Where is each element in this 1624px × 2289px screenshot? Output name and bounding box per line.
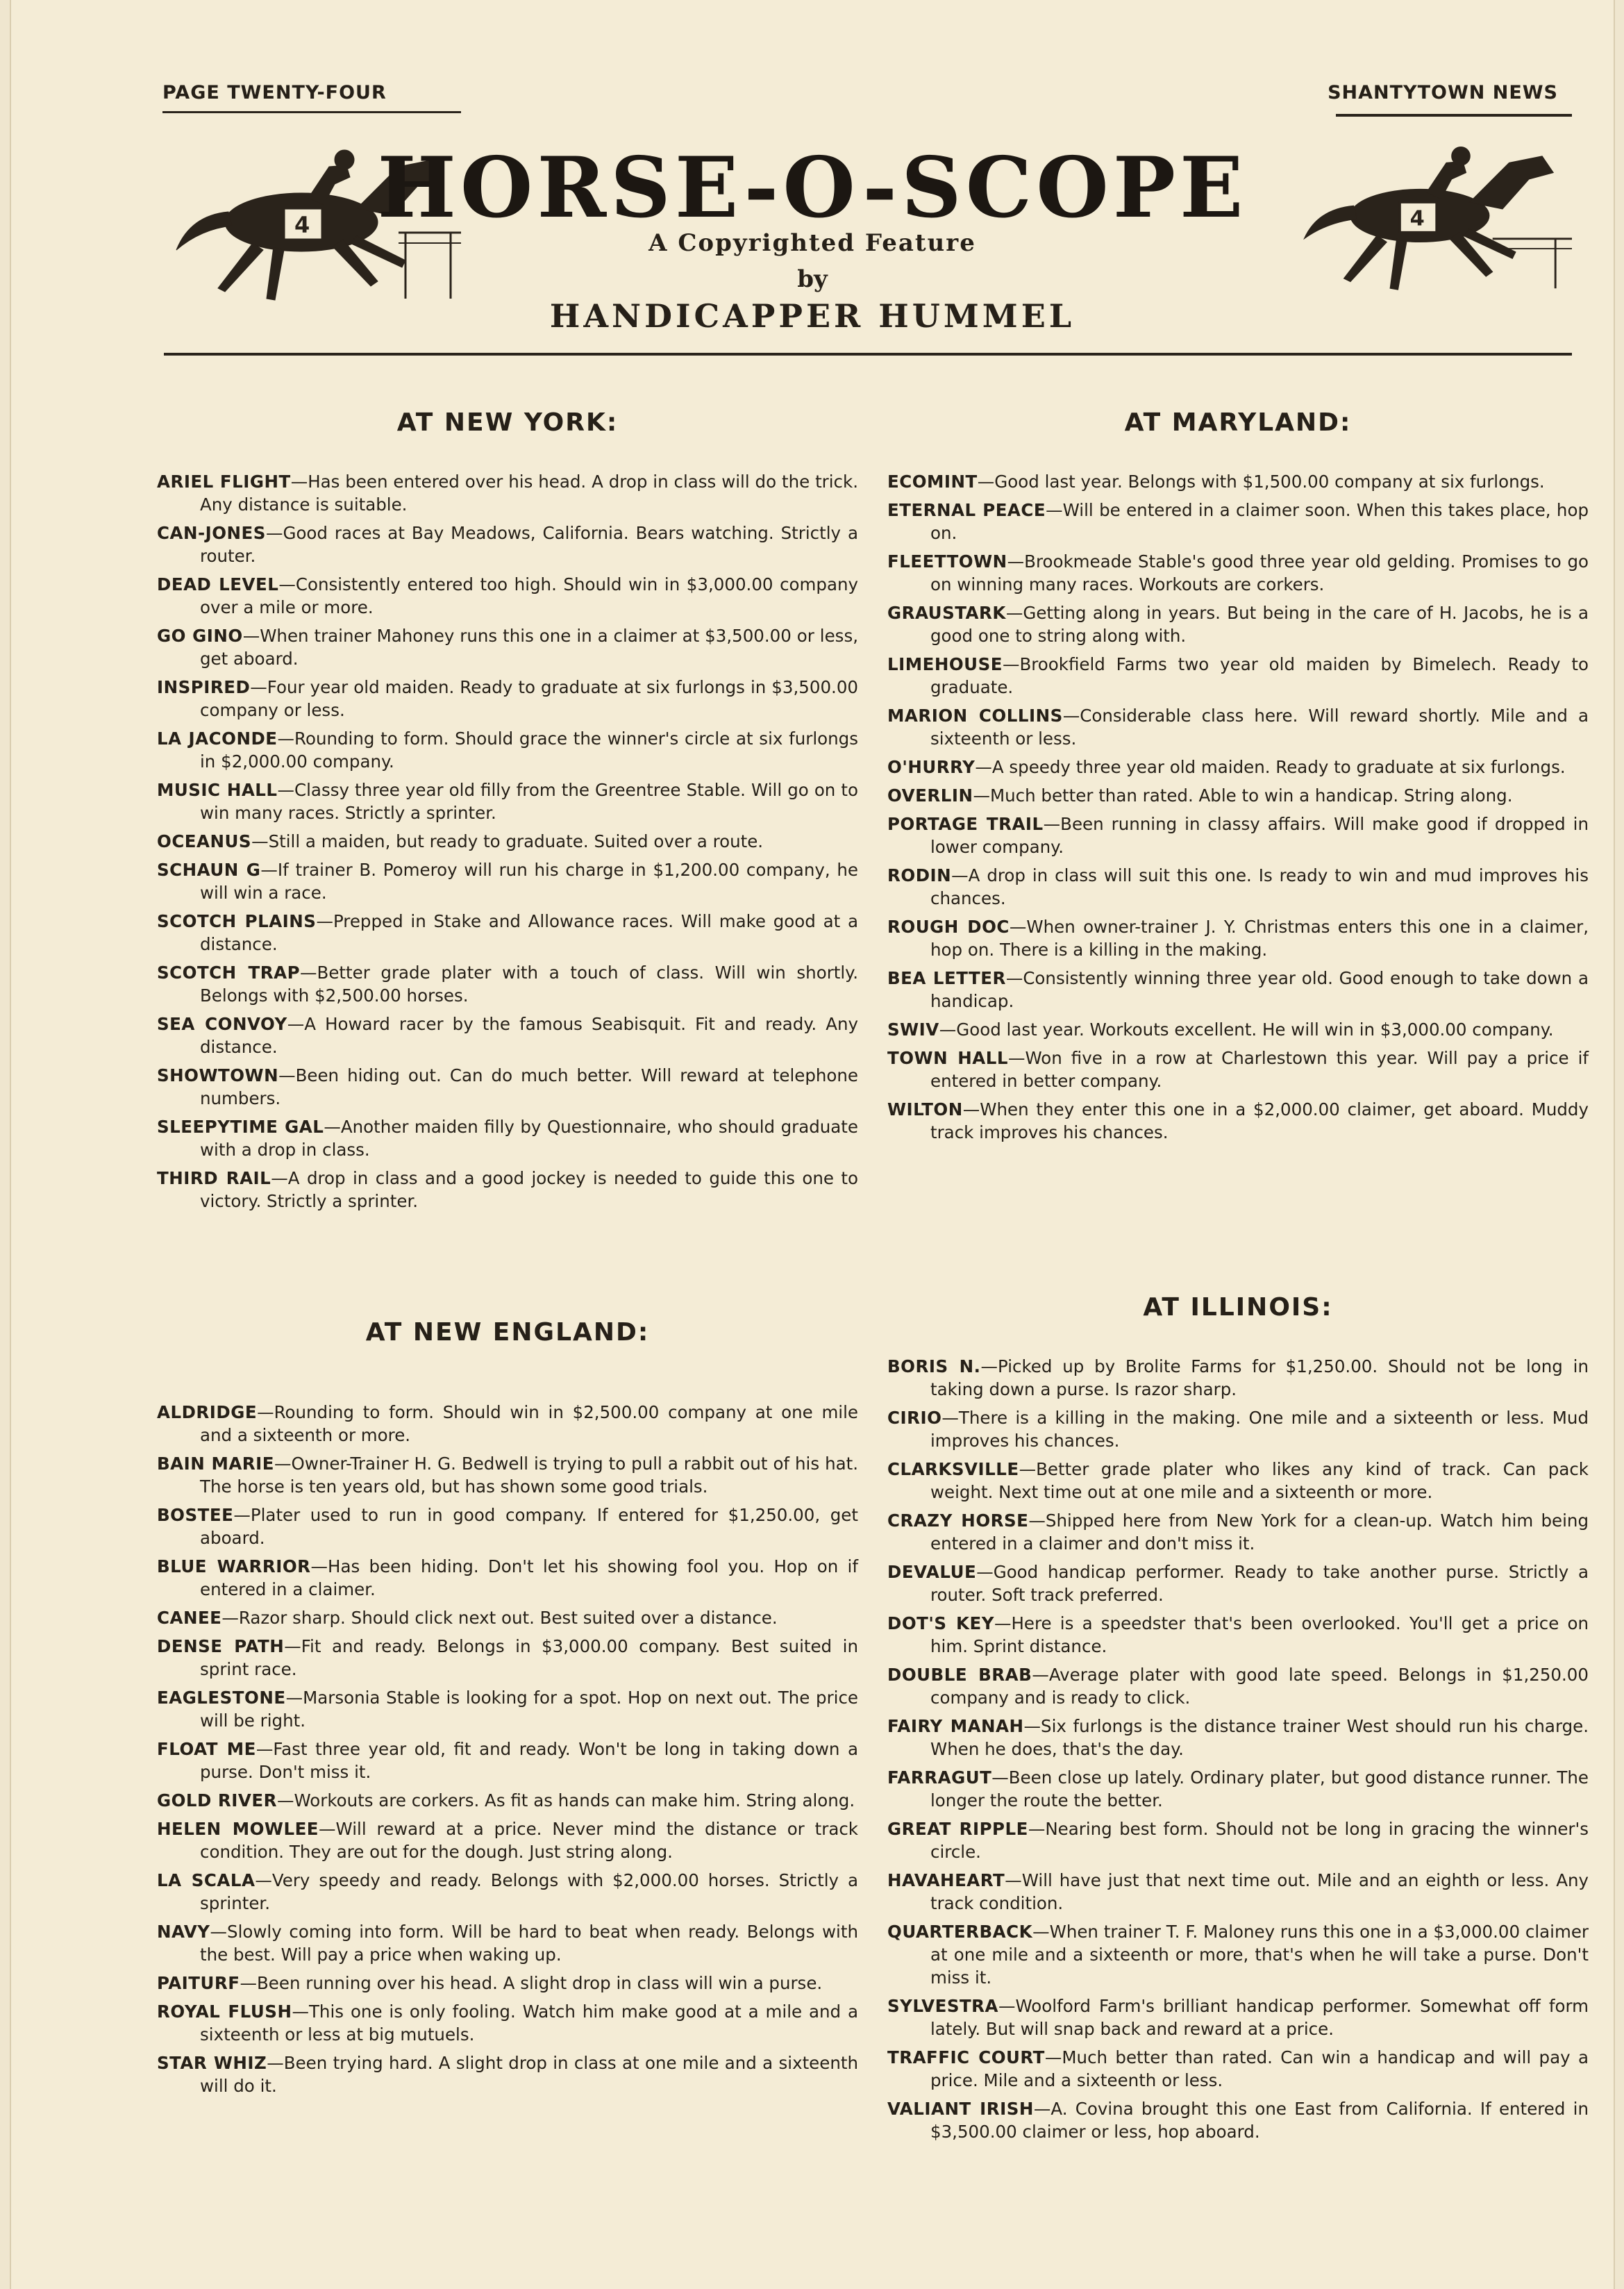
list-item	[157, 2000, 858, 2046]
list-item	[157, 1504, 858, 1549]
list-item	[887, 1663, 1589, 1709]
list-item	[157, 1869, 858, 1915]
list-item	[157, 522, 858, 567]
horse-note: —Been running over his head. A slight drop in class will win a purse.	[240, 1973, 823, 1993]
list-item	[157, 779, 858, 824]
list-item	[157, 1789, 858, 1812]
horse-note: —Been hiding out. Can do much better. Will reward at telephone numbers.	[200, 1065, 858, 1108]
horse-note: —Workouts are corkers. As fit as hands can make him. String along.	[276, 1790, 855, 1811]
horse-name: SLEEPYTIME GAL	[157, 1117, 324, 1137]
horse-note: —Another maiden filly by Questionnaire, who should graduate with a drop in class.	[200, 1117, 858, 1160]
list-item	[887, 2046, 1589, 2092]
list-item	[157, 727, 858, 773]
horse-name: GREAT RIPPLE	[887, 1819, 1028, 1839]
horse-note: —Considerable class here. Will reward shortly. Mile and a sixteenth or less.	[930, 706, 1589, 749]
horse-note: —Brookfield Farms two year old maiden by Bimelech. Ready to graduate.	[930, 654, 1589, 697]
list-item	[157, 858, 858, 904]
list-item	[887, 601, 1589, 647]
feature-subtitle: A Copyrighted Feature	[648, 229, 976, 257]
horse-name: PAITURF	[157, 1973, 240, 1993]
horse-name: WILTON	[887, 1099, 963, 1119]
header-rule-left	[162, 111, 461, 113]
list-item	[887, 1098, 1589, 1144]
entry-list	[887, 1355, 1589, 2143]
publication-name: SHANTYTOWN NEWS	[1328, 82, 1558, 103]
list-item	[157, 676, 858, 722]
horse-name: SCOTCH TRAP	[157, 963, 301, 983]
header-rule-right	[1336, 114, 1572, 117]
horse-note: —When trainer T. F. Maloney runs this one in a $3,000.00 claimer at one mile and a sixteenth or more, that's when he will take a purse. Don't miss it.	[930, 1922, 1589, 1988]
horse-name: PORTAGE TRAIL	[887, 814, 1044, 834]
horse-note: —Nearing best form. Should not be long in gracing the winner's circle.	[930, 1819, 1589, 1862]
list-item	[157, 1115, 858, 1161]
list-item	[887, 550, 1589, 596]
horse-note: —A speedy three year old maiden. Ready to graduate at six furlongs.	[975, 757, 1566, 777]
horse-note: —Still a maiden, but ready to graduate. Suited over a route.	[251, 831, 764, 851]
list-item	[887, 1047, 1589, 1092]
horse-name: CAN-JONES	[157, 523, 266, 543]
list-item	[157, 624, 858, 670]
list-item	[887, 499, 1589, 544]
horse-name: ETERNAL PEACE	[887, 500, 1046, 520]
horse-name: SWIV	[887, 1019, 939, 1040]
horse-name: GOLD RIVER	[157, 1790, 277, 1811]
horse-note: —When they enter this one in a $2,000.00 claimer, get aboard. Muddy track improves his chances.	[930, 1099, 1589, 1142]
list-item	[157, 1401, 858, 1447]
entry-list	[157, 470, 858, 1213]
byline-by: by	[797, 265, 828, 293]
horse-note: —Better grade plater who likes any kind of track. Can pack weight. Next time out at one mile and a sixteenth or more.	[930, 1459, 1589, 1502]
horse-note: —Prepped in Stake and Allowance races. Will make good at a distance.	[200, 911, 858, 954]
horse-name: DOUBLE BRAB	[887, 1665, 1032, 1685]
list-item	[887, 1869, 1589, 1915]
list-item	[887, 915, 1589, 961]
horse-note: —Very speedy and ready. Belongs with $2,000.00 horses. Strictly a sprinter.	[200, 1870, 858, 1913]
list-item	[157, 1013, 858, 1058]
horse-name: LIMEHOUSE	[887, 654, 1003, 674]
horse-note: —Will have just that next time out. Mile and an eighth or less. Any track condition.	[930, 1870, 1589, 1913]
horse-note: —Plater used to run in good company. If entered for $1,250.00, get aboard.	[200, 1505, 858, 1548]
horse-note: —Will reward at a price. Never mind the distance or track condition. They are out for the dough. Just string along.	[200, 1819, 858, 1862]
horse-name: FAIRY MANAH	[887, 1716, 1024, 1736]
horse-note: —Fast three year old, fit and ready. Won't be long in taking down a purse. Don't miss it.	[200, 1739, 858, 1782]
horse-note: —Rounding to form. Should win in $2,500.00 company at one mile and a sixteenth or more.	[200, 1402, 858, 1445]
section-illinois	[887, 1293, 1589, 2149]
horse-name: MARION COLLINS	[887, 706, 1063, 726]
list-item	[887, 1458, 1589, 1504]
horse-note: —Fit and ready. Belongs in $3,000.00 company. Best suited in sprint race.	[200, 1636, 858, 1679]
list-item	[887, 704, 1589, 750]
svg-text:4: 4	[294, 212, 310, 238]
horse-name: CANEE	[157, 1608, 222, 1628]
horse-name: EAGLESTONE	[157, 1688, 286, 1708]
list-item	[887, 1715, 1589, 1761]
horse-name: DEVALUE	[887, 1562, 977, 1582]
list-item	[157, 1817, 858, 1863]
list-item	[157, 1064, 858, 1110]
section-title: AT NEW ENGLAND:	[365, 1318, 650, 1347]
entry-list	[887, 470, 1589, 1144]
list-item	[887, 470, 1589, 493]
horse-name: SCOTCH PLAINS	[157, 911, 317, 931]
horse-note: —Four year old maiden. Ready to graduate at six furlongs in $3,500.00 company or less.	[200, 677, 858, 720]
horse-name: MUSIC HALL	[157, 780, 278, 800]
list-item	[157, 1686, 858, 1732]
list-item	[887, 967, 1589, 1013]
horse-name: THIRD RAIL	[157, 1168, 271, 1188]
list-item	[887, 1995, 1589, 2040]
list-item	[887, 653, 1589, 699]
list-item	[887, 756, 1589, 779]
list-item	[887, 1355, 1589, 1401]
horse-name: HELEN MOWLEE	[157, 1819, 319, 1839]
horse-name: FARRAGUT	[887, 1767, 992, 1788]
horse-name: O'HURRY	[887, 757, 976, 777]
section-new-england	[157, 1318, 858, 2103]
horse-note: —Has been entered over his head. A drop in class will do the trick. Any distance is suitable.	[200, 472, 859, 515]
section-title: AT ILLINOIS:	[1143, 1293, 1333, 1322]
horse-note: —A drop in class will suit this one. Is ready to win and mud improves his chances.	[930, 865, 1589, 908]
list-item	[887, 1920, 1589, 1989]
horse-name: INSPIRED	[157, 677, 251, 697]
horse-name: DEAD LEVEL	[157, 574, 279, 594]
horse-note: —Better grade plater with a touch of class. Will win shortly. Belongs with $2,500.00 horses.	[200, 963, 858, 1006]
horse-name: SYLVESTRA	[887, 1996, 999, 2016]
horse-name: BEA LETTER	[887, 968, 1006, 988]
horse-note: —Getting along in years. But being in the care of H. Jacobs, he is a good one to string along with.	[930, 603, 1589, 646]
list-item	[887, 1817, 1589, 1863]
horse-name: TRAFFIC COURT	[887, 2047, 1045, 2067]
horse-note: —Rounding to form. Should grace the winner's circle at six furlongs in $2,000.00 company.	[200, 729, 858, 772]
list-item	[887, 813, 1589, 858]
list-item	[887, 1018, 1589, 1041]
horse-name: BOSTEE	[157, 1505, 234, 1525]
list-item	[887, 784, 1589, 807]
horse-note: —Much better than rated. Able to win a handicap. String along.	[973, 785, 1513, 806]
horse-name: LA JACONDE	[157, 729, 278, 749]
horse-name: SHOWTOWN	[157, 1065, 279, 1085]
horse-name: RODIN	[887, 865, 952, 885]
horse-name: BLUE WARRIOR	[157, 1556, 311, 1576]
horse-name: CRAZY HORSE	[887, 1510, 1029, 1531]
horse-note: —Picked up by Brolite Farms for $1,250.00. Should not be long in taking down a purse. Is razor sharp.	[930, 1356, 1589, 1399]
horse-note: —Shipped here from New York for a clean-up. Watch him being entered in a claimer and don't miss it.	[930, 1510, 1589, 1554]
horse-note: —There is a killing in the making. One mile and a sixteenth or less. Mud improves his chances.	[930, 1408, 1589, 1451]
horse-note: —Average plater with good late speed. Belongs in $1,250.00 company and is ready to click.	[930, 1665, 1589, 1708]
list-item	[887, 1509, 1589, 1555]
horse-name: CLARKSVILLE	[887, 1459, 1019, 1479]
horse-name: ALDRIDGE	[157, 1402, 258, 1422]
horse-note: —Will be entered in a claimer soon. When this takes place, hop on.	[930, 500, 1589, 543]
horse-note: —A drop in class and a good jockey is needed to guide this one to victory. Strictly a sprinter.	[200, 1168, 858, 1211]
list-item	[157, 1452, 858, 1498]
horse-note: —This one is only fooling. Watch him make good at a mile and a sixteenth or less at big mutuels.	[200, 2001, 859, 2045]
horse-note: —Been close up lately. Ordinary plater, but good distance runner. The longer the route the better.	[930, 1767, 1589, 1811]
svg-text:4: 4	[1409, 206, 1425, 231]
entry-list	[157, 1401, 858, 2097]
list-item	[887, 864, 1589, 910]
list-item	[887, 1612, 1589, 1658]
list-item	[887, 1560, 1589, 1606]
horse-name: QUARTERBACK	[887, 1922, 1033, 1942]
horse-name: DOT'S KEY	[887, 1613, 994, 1633]
horse-name: BORIS N.	[887, 1356, 981, 1376]
list-item	[157, 1606, 858, 1629]
horse-note: —Woolford Farm's brilliant handicap performer. Somewhat off form lately. But will snap back and reward at a price.	[930, 1996, 1589, 2039]
list-item	[887, 1766, 1589, 1812]
horse-note: —A Howard racer by the famous Seabisquit. Fit and ready. Any distance.	[200, 1014, 858, 1057]
list-item	[157, 1635, 858, 1681]
horse-name: STAR WHIZ	[157, 2053, 267, 2073]
horse-note: —Consistently entered too high. Should win in $3,000.00 company over a mile or more.	[200, 574, 858, 617]
horse-name: DENSE PATH	[157, 1636, 285, 1656]
list-item	[157, 1167, 858, 1213]
horse-name: HAVAHEART	[887, 1870, 1005, 1890]
list-item	[887, 2097, 1589, 2143]
horse-note: —Marsonia Stable is looking for a spot. Hop on next out. The price will be right.	[200, 1688, 858, 1731]
section-maryland	[887, 408, 1589, 1149]
horse-name: OCEANUS	[157, 831, 252, 851]
horse-name: GO GINO	[157, 626, 243, 646]
horse-note: —Six furlongs is the distance trainer West should run his charge. When he does, that's the day.	[930, 1716, 1589, 1759]
horse-note: —Good last year. Belongs with $1,500.00 company at six furlongs.	[977, 472, 1545, 492]
byline-author: HANDICAPPER HUMMEL	[549, 297, 1075, 335]
list-item	[887, 1406, 1589, 1452]
section-new-york	[157, 408, 858, 1218]
horse-note: —Much better than rated. Can win a handicap and will pay a price. Mile and a sixteenth or less.	[930, 2047, 1589, 2090]
horse-note: —Slowly coming into form. Will be hard to beat when ready. Belongs with the best. Will pay a price when waking up.	[200, 1922, 858, 1965]
horse-name: GRAUSTARK	[887, 603, 1006, 623]
horse-note: —Brookmeade Stable's good three year old gelding. Promises to go on winning many races. Workouts are corkers.	[930, 551, 1589, 594]
horse-name: ECOMINT	[887, 472, 978, 492]
horse-name: FLOAT ME	[157, 1739, 256, 1759]
horse-note: —When owner-trainer J. Y. Christmas enters this one in a claimer, hop on. There is a killing in the making.	[930, 917, 1589, 960]
horse-name: ROYAL FLUSH	[157, 2001, 292, 2022]
horse-note: —When trainer Mahoney runs this one in a claimer at $3,500.00 or less, get aboard.	[200, 626, 858, 669]
horse-note: —Good handicap performer. Ready to take another purse. Strictly a router. Soft track preferred.	[930, 1562, 1589, 1605]
list-item	[157, 1738, 858, 1783]
list-item	[157, 573, 858, 619]
horse-name: OVERLIN	[887, 785, 973, 806]
horse-note: —Good races at Bay Meadows, California. Bears watching. Strictly a router.	[200, 523, 858, 566]
horse-note: —If trainer B. Pomeroy will run his charge in $1,200.00 company, he will win a race.	[200, 860, 858, 903]
horse-note: —Owner-Trainer H. G. Bedwell is trying to pull a rabbit out of his hat. The horse is ten years old, but has shown some good trials.	[200, 1454, 859, 1497]
horse-name: CIRIO	[887, 1408, 942, 1428]
list-item	[157, 910, 858, 956]
horse-note: —A. Covina brought this one East from California. If entered in $3,500.00 claimer or less, hop aboard.	[930, 2099, 1589, 2142]
horse-name: BAIN MARIE	[157, 1454, 275, 1474]
horse-name: FLEETTOWN	[887, 551, 1007, 572]
horse-note: —Won five in a row at Charlestown this year. Will pay a price if entered in better company.	[930, 1048, 1589, 1091]
horse-name: SEA CONVOY	[157, 1014, 287, 1034]
horse-name: ROUGH DOC	[887, 917, 1010, 937]
section-title: AT MARYLAND:	[1124, 408, 1352, 437]
horse-note: —Been running in classy affairs. Will make good if dropped in lower company.	[930, 814, 1589, 857]
horse-name: NAVY	[157, 1922, 210, 1942]
list-item	[157, 1920, 858, 1966]
horse-name: VALIANT IRISH	[887, 2099, 1034, 2119]
list-item	[157, 1972, 858, 1995]
horse-note: —Been trying hard. A slight drop in class at one mile and a sixteenth will do it.	[200, 2053, 858, 2096]
masthead-rule	[164, 353, 1572, 356]
horse-name: LA SCALA	[157, 1870, 256, 1890]
newspaper-page	[10, 0, 1615, 2289]
list-item	[157, 1555, 858, 1601]
horse-note: —Has been hiding. Don't let his showing fool you. Hop on if entered in a claimer.	[200, 1556, 858, 1599]
feature-title: HORSE-O-SCOPE	[377, 139, 1248, 237]
list-item	[157, 470, 858, 516]
horse-note: —Good last year. Workouts excellent. He will win in $3,000.00 company.	[939, 1019, 1554, 1040]
list-item	[157, 830, 858, 853]
horse-name: TOWN HALL	[887, 1048, 1008, 1068]
section-title: AT NEW YORK:	[396, 408, 619, 437]
horse-note: —Classy three year old filly from the Greentree Stable. Will go on to win many races. Strictly a sprinter.	[200, 780, 858, 823]
horse-note: —Razor sharp. Should click next out. Best suited over a distance.	[221, 1608, 778, 1628]
list-item	[157, 2051, 858, 2097]
list-item	[157, 961, 858, 1007]
horse-name: SCHAUN G	[157, 860, 261, 880]
horse-note: —Here is a speedster that's been overlooked. You'll get a price on him. Sprint distance.	[930, 1613, 1589, 1656]
page-number: PAGE TWENTY-FOUR	[162, 82, 387, 103]
horse-note: —Consistently winning three year old. Good enough to take down a handicap.	[930, 968, 1589, 1011]
horse-name: ARIEL FLIGHT	[157, 472, 291, 492]
